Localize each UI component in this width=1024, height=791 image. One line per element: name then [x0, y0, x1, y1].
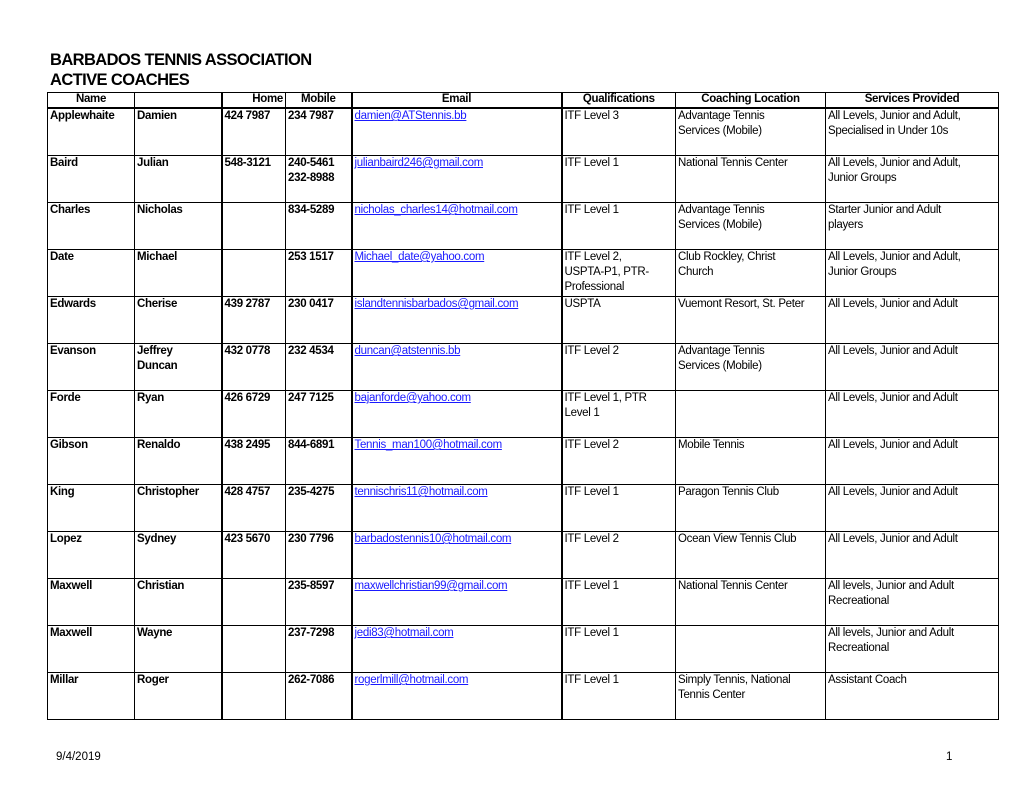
- first-name-cell: [135, 532, 222, 579]
- email-link[interactable]: damien@ATStennis.bb: [354, 110, 467, 122]
- mobile-number: 235-8597: [288, 580, 335, 592]
- coaching-location-cell: [676, 297, 826, 344]
- home-phone-cell: [222, 579, 286, 626]
- first-name-line: Renaldo: [137, 439, 181, 451]
- email-cell: [352, 532, 562, 579]
- location-line: Advantage Tennis: [678, 110, 765, 122]
- mobile-phone-cell: [286, 203, 352, 250]
- home-phone-cell: [222, 673, 286, 720]
- table-row: [48, 673, 999, 720]
- email-cell: [352, 579, 562, 626]
- table-row: [48, 485, 999, 532]
- services-line: Recreational: [828, 595, 889, 607]
- email-cell: [352, 250, 562, 297]
- column-header-email: Email: [352, 93, 562, 109]
- email-link[interactable]: jedi83@hotmail.com: [354, 627, 454, 639]
- first-name-line: Sydney: [137, 533, 177, 545]
- table-body: [48, 108, 999, 720]
- qualification-line: Level 1: [564, 407, 600, 419]
- services-cell: [826, 203, 999, 250]
- email-link[interactable]: bajanforde@yahoo.com: [354, 392, 471, 404]
- table-row: [48, 532, 999, 579]
- column-header-qualifications: Qualifications: [562, 93, 676, 109]
- coaching-location-cell: [676, 673, 826, 720]
- email-link[interactable]: Michael_date@yahoo.com: [354, 251, 485, 263]
- qualification-line: ITF Level 1: [564, 204, 619, 216]
- mobile-phone-cell: [286, 438, 352, 485]
- mobile-number: 240-5461: [288, 157, 335, 169]
- footer-date: 9/4/2019: [56, 751, 101, 763]
- qualification-line: USPTA-P1, PTR-: [564, 266, 649, 278]
- home-phone-cell: 548-3121: [222, 156, 286, 203]
- first-name-cell: [135, 250, 222, 297]
- services-line: Starter Junior and Adult: [828, 204, 941, 216]
- qualification-line: ITF Level 2: [564, 439, 619, 451]
- last-name-cell: Forde: [48, 391, 135, 438]
- coaches-table: [47, 92, 999, 720]
- services-line: All Levels, Junior and Adult: [828, 298, 958, 310]
- home-phone-cell: [222, 250, 286, 297]
- qualification-line: ITF Level 1: [564, 486, 619, 498]
- home-phone-cell: 432 0778: [222, 344, 286, 391]
- services-cell: [826, 156, 999, 203]
- services-line: Recreational: [828, 642, 889, 654]
- mobile-number: 834-5289: [288, 204, 335, 216]
- qualifications-cell: [562, 532, 676, 579]
- mobile-phone-cell: [286, 673, 352, 720]
- document-title: [50, 50, 312, 90]
- email-cell: [352, 391, 562, 438]
- mobile-number: 230 7796: [288, 533, 334, 545]
- qualifications-cell: [562, 297, 676, 344]
- mobile-number: 230 0417: [288, 298, 334, 310]
- email-link[interactable]: Tennis_man100@hotmail.com: [354, 439, 502, 451]
- home-phone-cell: 423 5670: [222, 532, 286, 579]
- column-header-services-provided: Services Provided: [826, 93, 999, 109]
- mobile-number: 237-7298: [288, 627, 335, 639]
- services-line: Specialised in Under 10s: [828, 125, 949, 137]
- qualification-line: Professional: [564, 281, 625, 293]
- services-line: All Levels, Junior and Adult: [828, 533, 958, 545]
- email-link[interactable]: tennischris11@hotmail.com: [354, 486, 488, 498]
- email-cell: [352, 344, 562, 391]
- mobile-phone-cell: [286, 344, 352, 391]
- header-row: [48, 93, 999, 109]
- column-header-coaching-location: Coaching Location: [676, 93, 826, 109]
- location-line: Advantage Tennis: [678, 204, 765, 216]
- mobile-number: 234 7987: [288, 110, 334, 122]
- last-name-cell: Maxwell: [48, 626, 135, 673]
- first-name-cell: [135, 344, 222, 391]
- last-name-cell: Millar: [48, 673, 135, 720]
- coaching-location-cell: [676, 485, 826, 532]
- services-cell: [826, 673, 999, 720]
- mobile-phone-cell: [286, 391, 352, 438]
- title-line-2: ACTIVE COACHES: [50, 71, 190, 89]
- mobile-phone-cell: [286, 532, 352, 579]
- first-name-line: Damien: [137, 110, 177, 122]
- first-name-line: Christian: [137, 580, 185, 592]
- services-line: All Levels, Junior and Adult,: [828, 110, 961, 122]
- email-cell: [352, 108, 562, 156]
- email-link[interactable]: maxwellchristian99@gmail.com: [354, 580, 508, 592]
- last-name-cell: Date: [48, 250, 135, 297]
- coaching-location-cell: [676, 344, 826, 391]
- mobile-number: 235-4275: [288, 486, 335, 498]
- mobile-number: 247 7125: [288, 392, 334, 404]
- location-line: Ocean View Tennis Club: [678, 533, 797, 545]
- table-row: [48, 438, 999, 485]
- services-line: All levels, Junior and Adult: [828, 627, 954, 639]
- email-cell: [352, 438, 562, 485]
- qualification-line: ITF Level 1, PTR: [564, 392, 647, 404]
- home-phone-cell: 439 2787: [222, 297, 286, 344]
- mobile-phone-cell: [286, 108, 352, 156]
- last-name-cell: Lopez: [48, 532, 135, 579]
- services-line: All Levels, Junior and Adult,: [828, 251, 961, 263]
- last-name-cell: King: [48, 485, 135, 532]
- last-name-cell: Edwards: [48, 297, 135, 344]
- mobile-number: 262-7086: [288, 674, 335, 686]
- mobile-number: 253 1517: [288, 251, 334, 263]
- location-line: Vuemont Resort, St. Peter: [678, 298, 805, 310]
- location-line: Mobile Tennis: [678, 439, 745, 451]
- first-name-cell: [135, 673, 222, 720]
- first-name-line: Jeffrey: [137, 345, 173, 357]
- home-phone-cell: [222, 626, 286, 673]
- coaching-location-cell: [676, 391, 826, 438]
- services-cell: [826, 579, 999, 626]
- coaching-location-cell: [676, 156, 826, 203]
- location-line: Simply Tennis, National: [678, 674, 791, 686]
- services-line: Assistant Coach: [828, 674, 907, 686]
- location-line: National Tennis Center: [678, 580, 788, 592]
- location-line: Tennis Center: [678, 689, 746, 701]
- table-row: [48, 626, 999, 673]
- qualification-line: ITF Level 3: [564, 110, 619, 122]
- coaching-location-cell: [676, 532, 826, 579]
- email-cell: [352, 673, 562, 720]
- location-line: Paragon Tennis Club: [678, 486, 779, 498]
- services-cell: [826, 626, 999, 673]
- last-name-cell: Evanson: [48, 344, 135, 391]
- table-row: [48, 156, 999, 203]
- qualifications-cell: [562, 626, 676, 673]
- first-name-cell: [135, 297, 222, 344]
- last-name-cell: Gibson: [48, 438, 135, 485]
- services-cell: [826, 344, 999, 391]
- qualification-line: ITF Level 2: [564, 533, 619, 545]
- services-line: All Levels, Junior and Adult: [828, 439, 958, 451]
- coaching-location-cell: [676, 203, 826, 250]
- qualifications-cell: [562, 156, 676, 203]
- qualifications-cell: [562, 673, 676, 720]
- home-phone-cell: [222, 203, 286, 250]
- qualifications-cell: [562, 579, 676, 626]
- first-name-cell: [135, 108, 222, 156]
- first-name-cell: [135, 579, 222, 626]
- services-cell: [826, 532, 999, 579]
- qualifications-cell: [562, 344, 676, 391]
- mobile-number: 232 4534: [288, 345, 334, 357]
- services-line: Junior Groups: [828, 266, 897, 278]
- email-link[interactable]: duncan@atstennis.bb: [354, 345, 461, 357]
- qualifications-cell: [562, 485, 676, 532]
- services-cell: [826, 250, 999, 297]
- first-name-cell: [135, 626, 222, 673]
- email-cell: [352, 626, 562, 673]
- coaching-location-cell: [676, 108, 826, 156]
- first-name-line: Ryan: [137, 392, 164, 404]
- location-line: Services (Mobile): [678, 219, 762, 231]
- location-line: Services (Mobile): [678, 125, 762, 137]
- services-line: All Levels, Junior and Adult: [828, 345, 958, 357]
- column-header-mobile: Mobile: [286, 93, 352, 109]
- first-name-cell: [135, 156, 222, 203]
- qualification-line: ITF Level 2: [564, 345, 619, 357]
- first-name-line: Julian: [137, 157, 169, 169]
- page-number: 1: [946, 751, 953, 763]
- qualifications-cell: [562, 203, 676, 250]
- first-name-line: Duncan: [137, 360, 178, 372]
- last-name-cell: Charles: [48, 203, 135, 250]
- email-link[interactable]: rogerlmill@hotmail.com: [354, 674, 469, 686]
- home-phone-cell: 438 2495: [222, 438, 286, 485]
- column-header-home: Home: [222, 93, 286, 109]
- first-name-cell: [135, 203, 222, 250]
- first-name-line: Michael: [137, 251, 178, 263]
- first-name-cell: [135, 391, 222, 438]
- table-row: [48, 297, 999, 344]
- services-cell: [826, 391, 999, 438]
- qualifications-cell: [562, 391, 676, 438]
- email-cell: [352, 485, 562, 532]
- first-name-line: Christopher: [137, 486, 199, 498]
- email-cell: [352, 203, 562, 250]
- qualification-line: USPTA: [564, 298, 601, 310]
- mobile-phone-cell: [286, 297, 352, 344]
- location-line: Services (Mobile): [678, 360, 762, 372]
- first-name-line: Nicholas: [137, 204, 183, 216]
- table-row: [48, 250, 999, 297]
- table-row: [48, 391, 999, 438]
- services-line: All Levels, Junior and Adult: [828, 486, 958, 498]
- coaching-location-cell: [676, 579, 826, 626]
- home-phone-cell: 424 7987: [222, 108, 286, 156]
- services-line: All Levels, Junior and Adult,: [828, 157, 961, 169]
- mobile-phone-cell: [286, 156, 352, 203]
- coaching-location-cell: [676, 626, 826, 673]
- first-name-line: Roger: [137, 674, 169, 686]
- coaching-location-cell: [676, 438, 826, 485]
- home-phone-cell: 428 4757: [222, 485, 286, 532]
- mobile-phone-cell: [286, 579, 352, 626]
- email-link[interactable]: islandtennisbarbados@gmail.com: [354, 298, 519, 310]
- last-name-cell: Baird: [48, 156, 135, 203]
- qualification-line: ITF Level 1: [564, 674, 619, 686]
- qualifications-cell: [562, 438, 676, 485]
- first-name-line: Wayne: [137, 627, 173, 639]
- qualifications-cell: [562, 108, 676, 156]
- email-link[interactable]: barbadostennis10@hotmail.com: [354, 533, 512, 545]
- table-row: [48, 108, 999, 156]
- mobile-phone-cell: [286, 250, 352, 297]
- title-line-1: BARBADOS TENNIS ASSOCIATION: [50, 51, 312, 69]
- services-cell: [826, 485, 999, 532]
- mobile-phone-cell: [286, 485, 352, 532]
- last-name-cell: Maxwell: [48, 579, 135, 626]
- location-line: Church: [678, 266, 714, 278]
- qualification-line: ITF Level 1: [564, 157, 619, 169]
- services-line: players: [828, 219, 863, 231]
- column-header-name: Name: [48, 93, 135, 109]
- email-link[interactable]: julianbaird246@gmail.com: [354, 157, 483, 169]
- location-line: Club Rockley, Christ: [678, 251, 776, 263]
- mobile-phone-cell: [286, 626, 352, 673]
- column-header-first-name: [135, 93, 222, 109]
- services-line: All levels, Junior and Adult: [828, 580, 954, 592]
- last-name-cell: Applewhaite: [48, 108, 135, 156]
- services-line: Junior Groups: [828, 172, 897, 184]
- mobile-number: 232-8988: [288, 172, 335, 184]
- coaching-location-cell: [676, 250, 826, 297]
- location-line: Advantage Tennis: [678, 345, 765, 357]
- first-name-cell: [135, 438, 222, 485]
- mobile-number: 844-6891: [288, 439, 335, 451]
- first-name-cell: [135, 485, 222, 532]
- table-row: [48, 579, 999, 626]
- qualifications-cell: [562, 250, 676, 297]
- email-cell: [352, 297, 562, 344]
- location-line: National Tennis Center: [678, 157, 788, 169]
- qualification-line: ITF Level 1: [564, 580, 619, 592]
- services-cell: [826, 297, 999, 344]
- table-row: [48, 203, 999, 250]
- table-row: [48, 344, 999, 391]
- qualification-line: ITF Level 2,: [564, 251, 622, 263]
- home-phone-cell: 426 6729: [222, 391, 286, 438]
- email-cell: [352, 156, 562, 203]
- first-name-line: Cherise: [137, 298, 178, 310]
- email-link[interactable]: nicholas_charles14@hotmail.com: [354, 204, 518, 216]
- services-line: All Levels, Junior and Adult: [828, 392, 958, 404]
- services-cell: [826, 108, 999, 156]
- qualification-line: ITF Level 1: [564, 627, 619, 639]
- services-cell: [826, 438, 999, 485]
